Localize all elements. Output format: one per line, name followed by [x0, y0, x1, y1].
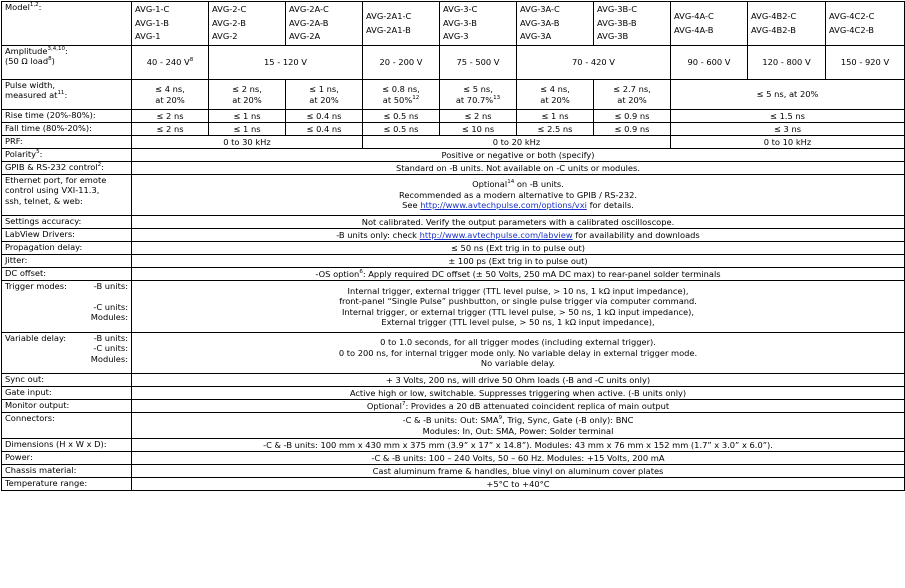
- amplitude-value: 150 - 920 V: [826, 46, 905, 80]
- fall-time-label: Fall time (80%-20%):: [2, 123, 132, 136]
- sync-out-value: + 3 Volts, 200 ns, will drive 50 Ohm loads (-B and -C units only): [132, 374, 905, 387]
- model-col-7: AVG-3B-C AVG-3B-B AVG-3B: [594, 2, 671, 46]
- prf-value: 0 to 20 kHz: [363, 136, 671, 149]
- variable-delay-label: Variable delay: -B units: -C units: Modules:: [2, 333, 132, 374]
- rise-time-value: ≤ 1.5 ns: [671, 110, 905, 123]
- pulse-width-value: ≤ 2 ns, at 20%: [209, 80, 286, 110]
- row-pulse-width: [2, 80, 905, 110]
- amplitude-value: 70 - 420 V: [517, 46, 671, 80]
- propagation-delay-label: Propagation delay:: [2, 242, 132, 255]
- amplitude-value: 75 - 500 V: [440, 46, 517, 80]
- pulse-width-value: ≤ 2.7 ns, at 20%: [594, 80, 671, 110]
- connectors-label: Connectors:: [2, 413, 132, 439]
- labview-link[interactable]: http://www.avtechpulse.com/labview: [419, 229, 573, 240]
- monitor-output-label: Monitor output:: [2, 400, 132, 413]
- ethernet-value: Optional$^{14}$ on -B units. Recommended as a modern alternative to GPIB / RS-232. See http://www.avtechpulse.com/options/vxi for details.: [132, 175, 905, 216]
- fall-time-value: ≤ 0.4 ns: [286, 123, 363, 136]
- fall-time-value: ≤ 10 ns: [440, 123, 517, 136]
- amplitude-value: 90 - 600 V: [671, 46, 748, 80]
- amplitude-value: 15 - 120 V: [209, 46, 363, 80]
- amplitude-value: 20 - 200 V: [363, 46, 440, 80]
- row-gpib: [2, 162, 905, 175]
- pulse-width-value: ≤ 5 ns, at 20%: [671, 80, 905, 110]
- spec-table: [1, 1, 905, 491]
- trigger-modes-value: Internal trigger, external trigger (TTL level pulse, > 10 ns, 1 kΩ input impedance), front-panel “Single Pulse” pushbutton, or single pulse trigger via computer command. Internal trigger, or external trigger (TTL level pulse, > 50 ns, 1 kΩ input impedance), External trigger (TTL level pulse, > 50 ns, 1 kΩ input impedance),: [132, 281, 905, 333]
- variable-delay-value: 0 to 1.0 seconds, for all trigger modes (including external trigger). 0 to 200 ns, for internal trigger mode only. No variable delay in external trigger mode. No variable delay.: [132, 333, 905, 374]
- fall-time-value: ≤ 2 ns: [132, 123, 209, 136]
- labview-label: LabView Drivers:: [2, 229, 132, 242]
- temperature-range-value: +5°C to +40°C: [132, 478, 905, 491]
- connectors-value: -C & -B units: Out: SMA$^9$, Trig, Sync, Gate (-B only): BNC Modules: In, Out: SMA, Power: Solder terminal: [132, 413, 905, 439]
- temperature-range-label: Temperature range:: [2, 478, 132, 491]
- row-variable-delay: [2, 333, 905, 374]
- rise-time-value: ≤ 1 ns: [209, 110, 286, 123]
- row-dc-offset: [2, 268, 905, 281]
- pulse-width-value: ≤ 1 ns, at 20%: [286, 80, 363, 110]
- jitter-label: Jitter:: [2, 255, 132, 268]
- model-col-1: AVG-1-C AVG-1-B AVG-1: [132, 2, 209, 46]
- gate-input-label: Gate input:: [2, 387, 132, 400]
- pulse-width-label: Pulse width, measured $at^{11}$:: [2, 80, 132, 110]
- row-jitter: [2, 255, 905, 268]
- fall-time-value: ≤ 3 ns: [671, 123, 905, 136]
- settings-accuracy-label: Settings accuracy:: [2, 216, 132, 229]
- gate-input-value: Active high or low, switchable. Suppresses triggering when active. (-B units only): [132, 387, 905, 400]
- row-temperature-range: [2, 478, 905, 491]
- settings-accuracy-value: Not calibrated. Verify the output parameters with a calibrated oscilloscope.: [132, 216, 905, 229]
- amplitude-label: Amplitude$^{3,4,10}$: (50 Ω load$^8$): [2, 46, 132, 80]
- jitter-value: ± 100 ps (Ext trig in to pulse out): [132, 255, 905, 268]
- model-col-5: AVG-3-C AVG-3-B AVG-3: [440, 2, 517, 46]
- amplitude-value: 120 - 800 V: [748, 46, 826, 80]
- rise-time-value: ≤ 0.5 ns: [363, 110, 440, 123]
- rise-time-value: ≤ 1 ns: [517, 110, 594, 123]
- model-col-10: AVG-4C2-C AVG-4C2-B: [826, 2, 905, 46]
- fall-time-value: ≤ 0.5 ns: [363, 123, 440, 136]
- power-value: -C & -B units: 100 – 240 Volts, 50 – 60 Hz. Modules: +15 Volts, 200 mA: [132, 452, 905, 465]
- monitor-output-value: Optional$^7$: Provides a 20 dB attenuated coincident replica of main output: [132, 400, 905, 413]
- row-ethernet: [2, 175, 905, 216]
- pulse-width-value: ≤ 5 ns, at 70.7%$^{13}$: [440, 80, 517, 110]
- row-gate-input: [2, 387, 905, 400]
- chassis-material-label: Chassis material:: [2, 465, 132, 478]
- row-monitor-output: [2, 400, 905, 413]
- rise-time-label: Rise time (20%-80%):: [2, 110, 132, 123]
- model-col-2: AVG-2-C AVG-2-B AVG-2: [209, 2, 286, 46]
- pulse-width-value: ≤ 0.8 ns, at 50%$^{12}$: [363, 80, 440, 110]
- model-col-9: AVG-4B2-C AVG-4B2-B: [748, 2, 826, 46]
- polarity-value: Positive or negative or both (specify): [132, 149, 905, 162]
- rise-time-value: ≤ 2 ns: [132, 110, 209, 123]
- row-trigger-modes: [2, 281, 905, 333]
- model-col-8: AVG-4A-C AVG-4A-B: [671, 2, 748, 46]
- vxi-link[interactable]: http://www.avtechpulse.com/options/vxi: [420, 200, 587, 211]
- fall-time-value: ≤ 2.5 ns: [517, 123, 594, 136]
- propagation-delay-value: ≤ 50 ns (Ext trig in to pulse out): [132, 242, 905, 255]
- row-fall-time: [2, 123, 905, 136]
- model-col-6: AVG-3A-C AVG-3A-B AVG-3A: [517, 2, 594, 46]
- pulse-width-value: ≤ 4 ns, at 20%: [517, 80, 594, 110]
- trigger-modes-label: Trigger modes: -B units: -C units: Modules:: [2, 281, 132, 333]
- gpib-label: GPIB & RS-232 control$^2$:: [2, 162, 132, 175]
- row-propagation-delay: [2, 242, 905, 255]
- row-amplitude: [2, 46, 905, 80]
- row-connectors: [2, 413, 905, 439]
- rise-time-value: ≤ 0.9 ns: [594, 110, 671, 123]
- row-power: [2, 452, 905, 465]
- row-prf: [2, 136, 905, 149]
- prf-value: 0 to 30 kHz: [132, 136, 363, 149]
- pulse-width-value: ≤ 4 ns, at 20%: [132, 80, 209, 110]
- dimensions-label: Dimensions (H x W x D):: [2, 439, 132, 452]
- row-settings-accuracy: [2, 216, 905, 229]
- prf-label: PRF:: [2, 136, 132, 149]
- labview-value: -B units only: check http://www.avtechpulse.com/labview for availability and downloads: [132, 229, 905, 242]
- dimensions-value: -C & -B units: 100 mm x 430 mm x 375 mm (3.9” x 17” x 14.8”). Modules: 43 mm x 76 mm x 152 mm (1.7” x 3.0” x 6.0”).: [132, 439, 905, 452]
- rise-time-value: ≤ 0.4 ns: [286, 110, 363, 123]
- rise-time-value: ≤ 2 ns: [440, 110, 517, 123]
- row-chassis-material: [2, 465, 905, 478]
- gpib-value: Standard on -B units. Not available on -C units or modules.: [132, 162, 905, 175]
- fall-time-value: ≤ 1 ns: [209, 123, 286, 136]
- model-col-4: AVG-2A1-C AVG-2A1-B: [363, 2, 440, 46]
- power-label: Power:: [2, 452, 132, 465]
- row-dimensions: [2, 439, 905, 452]
- dc-offset-value: -OS option$^6$: Apply required DC offset (± 50 Volts, 250 mA DC max) to rear-panel solder terminals: [132, 268, 905, 281]
- polarity-label: Polarity$^5$:: [2, 149, 132, 162]
- row-labview: [2, 229, 905, 242]
- model-label: Model$^{1,2}$:: [2, 2, 132, 46]
- row-sync-out: [2, 374, 905, 387]
- ethernet-label: Ethernet port, for emote control using VXI-11.3, ssh, telnet, & web:: [2, 175, 132, 216]
- prf-value: 0 to 10 kHz: [671, 136, 905, 149]
- row-polarity: [2, 149, 905, 162]
- dc-offset-label: DC offset:: [2, 268, 132, 281]
- chassis-material-value: Cast aluminum frame & handles, blue vinyl on aluminum cover plates: [132, 465, 905, 478]
- fall-time-value: ≤ 0.9 ns: [594, 123, 671, 136]
- row-model: [2, 2, 905, 46]
- sync-out-label: Sync out:: [2, 374, 132, 387]
- row-rise-time: [2, 110, 905, 123]
- amplitude-value: 40 - 240 $V^8$: [132, 46, 209, 80]
- model-col-3: AVG-2A-C AVG-2A-B AVG-2A: [286, 2, 363, 46]
